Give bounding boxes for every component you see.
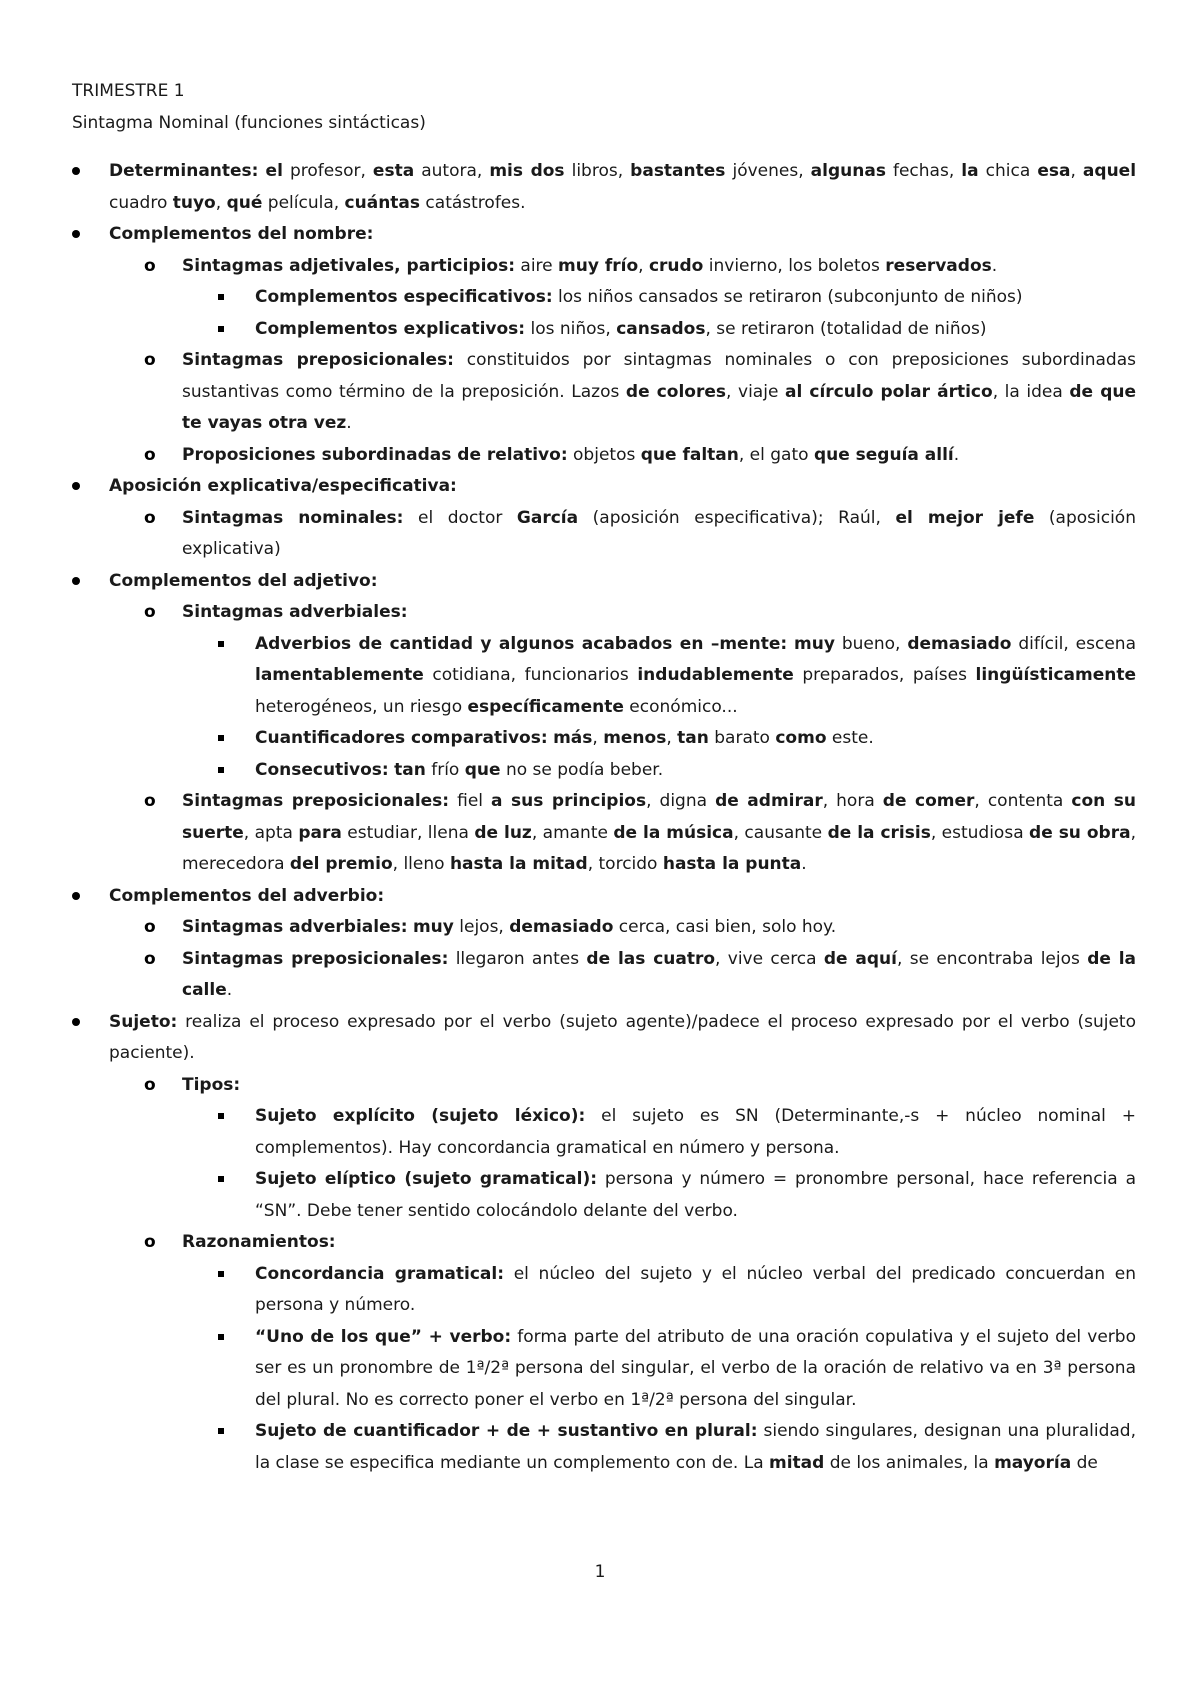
bold-text: García [516,507,579,528]
bullet-square-icon [218,755,224,787]
list-item-level-2 [72,1070,1136,1102]
bold-text: de comer [882,791,975,811]
bold-text: Sintagmas preposicionales: [182,948,449,969]
text: aire [515,255,559,276]
list-item-level-1 [72,566,1136,598]
bold-text: con su suerte [182,791,1136,843]
bold-text: indudablemente [637,665,794,685]
bold-text: para [298,822,342,843]
list-item-level-2 [72,503,1136,566]
text: autora, [414,161,490,181]
text: económico... [623,696,738,717]
bold-text: Sintagmas preposicionales: [182,350,454,370]
bold-text: aquel [1082,161,1137,181]
bold-text: de aquí [823,948,897,969]
bullet-circle-icon: o [144,350,156,370]
bold-text: Sujeto: [109,1011,178,1032]
text: constituidos por sintagmas nominales o con preposiciones subordinadas sustantivas como término de la preposición. Lazos [182,350,1136,402]
bold-text: Cuantificadores comparativos: [255,728,548,748]
bullet-square-icon [218,723,224,755]
bold-text: muy [412,917,454,937]
bold-text: de la música [613,822,734,843]
document-body [72,76,1136,1479]
bold-text: qué [226,192,263,213]
list-item-level-3 [72,1259,1136,1322]
bold-text: Sintagmas preposicionales: [182,791,450,811]
bold-text: Razonamientos: [182,1232,336,1252]
text: , el gato [738,444,814,465]
bullet-square-icon [218,314,224,346]
bullet-square-icon [218,282,224,314]
text: este. [826,728,874,748]
bold-text: tan [394,759,426,780]
text: , contenta [974,791,1072,811]
text: , lleno [392,854,450,874]
list-item-level-2 [72,597,1136,629]
bullet-circle-icon: o [144,507,156,528]
text: , amante [531,822,614,843]
bold-text: de admirar [715,791,823,811]
bold-text: de su obra [1029,822,1131,843]
document-title: TRIMESTRE 1 [72,81,185,101]
bullet-dot-icon [72,156,80,188]
bold-text: menos [603,728,667,748]
list-item-level-2 [72,251,1136,283]
list-item-level-3 [72,282,1136,314]
text: no se podía beber. [500,759,664,780]
list-item-level-3 [72,755,1136,787]
list-item-level-2 [72,944,1136,1007]
text: , [666,728,678,748]
bold-text: Tipos: [182,1074,241,1095]
bold-text: a sus principios [491,791,647,811]
text: , merecedora [182,822,1136,874]
list-item-level-2 [72,345,1136,440]
text: , vive cerca [715,948,824,969]
text: llegaron antes [448,948,587,969]
outline-list [72,156,1136,1479]
bold-text: Consecutivos: [255,759,389,780]
text: bueno, [834,633,908,654]
bold-text: reservados [885,255,992,276]
bold-text: de colores [625,381,727,402]
text [787,634,794,654]
text: barato [708,728,776,748]
list-item-level-3 [72,1164,1136,1227]
bold-text: tuyo [172,192,216,213]
text: invierno, los boletos [703,255,886,276]
bullet-square-icon [218,1416,224,1448]
bold-text: esa [1037,161,1071,181]
bullet-circle-icon: o [144,602,156,622]
text: , apta [243,822,299,843]
bold-text: que faltan [640,444,739,465]
text: difícil, escena [1011,633,1136,654]
list-item-level-3 [72,314,1136,346]
bold-text: cuántas [344,192,421,213]
list-item-level-1 [72,1007,1136,1070]
bullet-circle-icon: o [144,444,156,465]
bold-text: esta [372,161,415,181]
text: los niños, [525,318,617,339]
bold-text: Aposición explicativa/especificativa: [109,476,457,496]
text: cerca, casi bien, solo hoy. [613,917,837,937]
text: (aposición especificativa); Raúl, [578,507,896,528]
bullet-dot-icon [72,566,80,598]
bold-text: Sujeto de cuantificador + de + sustantivo en plural: [255,1421,758,1441]
text: persona y número = pronombre personal, hace referencia a “SN”. Debe tener sentido colocándolo delante del verbo. [255,1169,1136,1221]
bold-text: del premio [289,854,393,874]
list-item-level-2 [72,440,1136,472]
list-item-level-1 [72,881,1136,913]
bold-text: Sintagmas nominales: [182,507,404,528]
bold-text: Complementos especificativos: [255,287,553,307]
list-item-level-3 [72,629,1136,724]
text: . [801,854,807,874]
bold-text: que [464,759,501,780]
bold-text: demasiado [907,633,1012,654]
text: forma parte del atributo de una oración copulativa y el sujeto del verbo ser es un pronombre de 1ª/2ª persona del singular, el verbo de la oración de relativo va en 3ª persona del plural. No es correcto poner el verbo en 1ª/2ª persona del singular. [255,1326,1136,1410]
bullet-circle-icon: o [144,1232,156,1252]
text: el doctor [403,507,517,528]
bold-text: el mejor jefe [895,507,1035,528]
bold-text: Concordancia gramatical: [255,1263,505,1284]
bold-text: “Uno de los que” + verbo: [255,1326,512,1347]
bold-text: Determinantes: [109,161,259,181]
bold-text: demasiado [509,917,614,937]
text: libros, [564,161,631,181]
bold-text: muy [794,633,835,654]
text: heterogéneos, un riesgo [255,696,468,717]
text: el sujeto es SN (Determinante,-s + núcleo nominal + complementos). Hay concordancia gramatical en número y persona. [255,1106,1136,1158]
text: , torcido [587,854,663,874]
bullet-square-icon [218,1101,224,1133]
text: cotidiana, funcionarios [423,665,638,685]
bullet-circle-icon: o [144,948,156,969]
bold-text: el [265,161,283,181]
list-item-level-1 [72,471,1136,503]
text: realiza el proceso expresado por el verbo (sujeto agente)/padece el proceso expresado por el verbo (sujeto paciente). [109,1011,1136,1063]
list-item-level-1 [72,156,1136,219]
bold-text: al círculo polar ártico [785,381,993,402]
text: frío [425,759,465,780]
bold-text: más [553,728,593,748]
text: película, [262,192,345,213]
bullet-circle-icon: o [144,791,156,811]
bold-text: de las cuatro [586,948,716,969]
bullet-square-icon [218,1259,224,1291]
bullet-dot-icon [72,881,80,913]
bold-text: crudo [648,255,704,276]
list-item-level-2 [72,912,1136,944]
bold-text: como [775,728,827,748]
text: cuadro [109,192,173,213]
text: lejos, [453,917,510,937]
bold-text: tan [677,728,709,748]
bold-text: Sujeto explícito (sujeto léxico): [255,1106,586,1126]
bold-text: Sintagmas adjetivales, participios: [182,255,515,276]
text: estudiar, llena [341,822,475,843]
bold-text: Complementos del nombre: [109,224,374,244]
page-number: 1 [594,1562,606,1582]
text: , estudiosa [930,822,1030,843]
bullet-dot-icon [72,219,80,251]
text: de [1071,1452,1098,1473]
text: fechas, [885,161,962,181]
bold-text: Sintagmas adverbiales: [182,917,408,937]
text: chica [978,161,1038,181]
bullet-circle-icon: o [144,1074,156,1095]
bold-text: Complementos del adverbio: [109,885,385,906]
bold-text: hasta la punta [662,854,802,874]
bullet-dot-icon [72,471,80,503]
section-heading: Sintagma Nominal (funciones sintácticas) [72,112,426,133]
text: catástrofes. [420,192,526,213]
bullet-circle-icon: o [144,917,156,937]
bold-text: Adverbios de cantidad y algunos acabados en –mente: [255,633,788,654]
text: , digna [646,791,716,811]
bold-text: muy frío [558,255,639,276]
list-item-level-3 [72,723,1136,755]
bold-text: específicamente [467,696,624,717]
text: , [592,728,604,748]
text: , [215,192,227,213]
text: , [1070,161,1083,181]
bold-text: que seguía allí [813,444,954,465]
bold-text: lingüísticamente [975,665,1136,685]
bold-text: de luz [474,822,532,843]
bold-text: Complementos explicativos: [255,318,526,339]
bold-text: de la crisis [827,822,931,843]
bullet-dot-icon [72,1007,80,1039]
text: . [991,255,998,276]
bullet-square-icon [218,629,224,661]
bold-text: cansados [616,318,706,339]
text: , [638,255,649,276]
bold-text: bastantes [630,161,726,181]
bold-text: Complementos del adjetivo: [109,570,378,591]
list-item-level-3 [72,1416,1136,1479]
list-item-level-2 [72,786,1136,881]
bullet-circle-icon: o [144,255,156,276]
bold-text: Sujeto elíptico (sujeto gramatical): [255,1169,598,1189]
text: . [953,444,960,465]
text [258,161,265,181]
text: , viaje [726,381,785,402]
bullet-square-icon [218,1322,224,1354]
text: , hora [822,791,883,811]
text: el núcleo del sujeto y el núcleo verbal del predicado concuerdan en persona y número. [255,1263,1137,1315]
bold-text: Proposiciones subordinadas de relativo: [182,444,568,465]
text: . [226,980,233,1000]
bold-text: hasta la mitad [449,854,588,874]
text: (aposición explicativa) [182,507,1136,559]
bold-text: de la calle [182,948,1137,1000]
bullet-square-icon [218,1164,224,1196]
list-item-level-3 [72,1101,1136,1164]
list-item-level-2 [72,1227,1136,1259]
text: de los animales, la [824,1452,995,1473]
text: siendo singulares, designan una pluralidad, la clase se especifica mediante un complemento con de. La [255,1421,1136,1473]
text: , se encontraba lejos [897,948,1088,969]
bold-text: mis dos [489,161,565,181]
text: fiel [449,791,492,811]
bold-text: lamentablemente [255,665,424,685]
text: jóvenes, [725,161,811,181]
bold-text: Sintagmas adverbiales: [182,602,408,622]
text: , causante [733,822,828,843]
bold-text: mitad [769,1452,825,1473]
text: objetos [567,444,641,465]
bold-text: la [961,161,979,181]
bold-text: algunas [810,161,886,181]
bold-text: mayoría [994,1452,1072,1473]
text: los niños cansados se retiraron (subconjunto de niños) [552,287,1023,307]
list-item-level-3 [72,1322,1136,1417]
text: , la idea [992,381,1070,402]
text: preparados, países [793,665,976,685]
bold-text: de que te vayas otra vez [182,381,1136,433]
text: . [346,413,352,433]
list-item-level-1 [72,219,1136,251]
text: profesor, [282,161,373,181]
text: , se retiraron (totalidad de niños) [705,318,987,339]
